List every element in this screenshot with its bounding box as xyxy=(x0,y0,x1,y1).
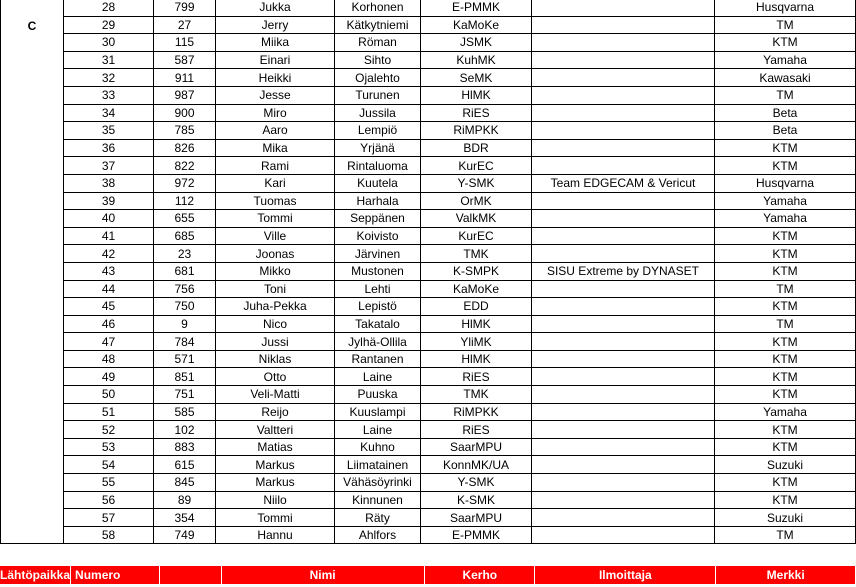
brand-cell: KTM xyxy=(715,386,856,404)
rider-number-cell: 102 xyxy=(154,421,216,439)
entrant-cell: Team EDGECAM & Vericut xyxy=(532,174,715,192)
brand-cell: KTM xyxy=(715,245,856,263)
rider-number-cell: 972 xyxy=(154,174,216,192)
first-name-cell: Toni xyxy=(216,280,335,298)
first-name-cell: Jussi xyxy=(216,333,335,351)
club-cell: KaMoKe xyxy=(421,280,532,298)
club-cell: TMK xyxy=(421,245,532,263)
table-row xyxy=(1,526,856,544)
first-name-cell: Juha-Pekka xyxy=(216,298,335,316)
last-name-cell: Röman xyxy=(335,34,421,52)
start-position-cell: 54 xyxy=(64,456,154,474)
last-name-cell: Jussila xyxy=(335,104,421,122)
brand-cell: KTM xyxy=(715,34,856,52)
first-name-cell: Niklas xyxy=(216,350,335,368)
header-entrant: Ilmoittaja xyxy=(535,566,716,584)
start-position-cell: 47 xyxy=(64,333,154,351)
entrant-cell xyxy=(532,139,715,157)
rider-number-cell: 112 xyxy=(154,192,216,210)
rider-number-cell: 615 xyxy=(154,456,216,474)
club-cell: BDR xyxy=(421,139,532,157)
table-row xyxy=(1,509,856,527)
last-name-cell: Takatalo xyxy=(335,315,421,333)
brand-cell: KTM xyxy=(715,262,856,280)
rider-number-cell: 851 xyxy=(154,368,216,386)
table-row xyxy=(1,403,856,421)
start-position-cell: 56 xyxy=(64,491,154,509)
rider-number-cell: 785 xyxy=(154,122,216,140)
last-name-cell: Järvinen xyxy=(335,245,421,263)
entrant-cell xyxy=(532,438,715,456)
club-cell: HlMK xyxy=(421,350,532,368)
table-row xyxy=(1,350,856,368)
rider-number-cell: 749 xyxy=(154,526,216,544)
header-row xyxy=(0,566,856,584)
start-position-cell: 33 xyxy=(64,86,154,104)
first-name-cell: Rami xyxy=(216,157,335,175)
start-position-cell: 49 xyxy=(64,368,154,386)
last-name-cell: Kuutela xyxy=(335,174,421,192)
entrant-cell xyxy=(532,0,715,16)
start-position-cell: 35 xyxy=(64,122,154,140)
club-cell: Y-SMK xyxy=(421,174,532,192)
brand-cell: KTM xyxy=(715,438,856,456)
rider-number-cell: 784 xyxy=(154,333,216,351)
first-name-cell: Mikko xyxy=(216,262,335,280)
table-row xyxy=(1,386,856,404)
start-position-cell: 50 xyxy=(64,386,154,404)
table-row xyxy=(1,69,856,87)
club-cell: HlMK xyxy=(421,315,532,333)
club-cell: SaarMPU xyxy=(421,509,532,527)
first-name-cell: Markus xyxy=(216,474,335,492)
table-row xyxy=(1,368,856,386)
rider-number-cell: 23 xyxy=(154,245,216,263)
club-cell: K-SMK xyxy=(421,491,532,509)
club-cell: JSMK xyxy=(421,34,532,52)
entrant-cell xyxy=(532,509,715,527)
entrant-cell xyxy=(532,16,715,34)
brand-cell: KTM xyxy=(715,491,856,509)
first-name-cell: Einari xyxy=(216,51,335,69)
last-name-cell: Liimatainen xyxy=(335,456,421,474)
rider-number-cell: 685 xyxy=(154,227,216,245)
first-name-cell: Hannu xyxy=(216,526,335,544)
first-name-cell: Reijo xyxy=(216,403,335,421)
table-row xyxy=(1,456,856,474)
table-row xyxy=(1,192,856,210)
entrant-cell xyxy=(532,315,715,333)
header-number: Numero xyxy=(71,566,160,584)
brand-cell: Beta xyxy=(715,122,856,140)
brand-cell: Yamaha xyxy=(715,403,856,421)
last-name-cell: Harhala xyxy=(335,192,421,210)
last-name-cell: Yrjänä xyxy=(335,139,421,157)
club-cell: EDD xyxy=(421,298,532,316)
rider-number-cell: 822 xyxy=(154,157,216,175)
rider-number-cell: 756 xyxy=(154,280,216,298)
table-row xyxy=(1,122,856,140)
entrant-cell xyxy=(532,333,715,351)
table-row xyxy=(1,491,856,509)
table-row xyxy=(1,157,856,175)
rider-number-cell: 27 xyxy=(154,16,216,34)
brand-cell: TM xyxy=(715,280,856,298)
table-row xyxy=(1,474,856,492)
brand-cell: KTM xyxy=(715,298,856,316)
club-cell: RiES xyxy=(421,368,532,386)
brand-cell: KTM xyxy=(715,333,856,351)
group-label: C xyxy=(1,0,64,544)
first-name-cell: Kari xyxy=(216,174,335,192)
first-name-cell: Tommi xyxy=(216,509,335,527)
start-position-cell: 38 xyxy=(64,174,154,192)
entrant-cell xyxy=(532,421,715,439)
start-position-cell: 40 xyxy=(64,210,154,228)
last-name-cell: Vähäsöyrinki xyxy=(335,474,421,492)
brand-cell: TM xyxy=(715,526,856,544)
entrant-cell xyxy=(532,350,715,368)
club-cell: KonnMK/UA xyxy=(421,456,532,474)
entrant-cell xyxy=(532,456,715,474)
brand-cell: KTM xyxy=(715,227,856,245)
table-row xyxy=(1,262,856,280)
start-position-cell: 42 xyxy=(64,245,154,263)
start-position-cell: 53 xyxy=(64,438,154,456)
last-name-cell: Puuska xyxy=(335,386,421,404)
club-cell: ValkMK xyxy=(421,210,532,228)
entrant-cell xyxy=(532,368,715,386)
brand-cell: KTM xyxy=(715,350,856,368)
club-cell: KaMoKe xyxy=(421,16,532,34)
rider-number-cell: 911 xyxy=(154,69,216,87)
last-name-cell: Kinnunen xyxy=(335,491,421,509)
first-name-cell: Jukka xyxy=(216,0,335,16)
entrant-cell xyxy=(532,86,715,104)
first-name-cell: Tuomas xyxy=(216,192,335,210)
last-name-cell: Jylhä-Ollila xyxy=(335,333,421,351)
first-name-cell: Heikki xyxy=(216,69,335,87)
entrant-cell xyxy=(532,245,715,263)
entrant-cell xyxy=(532,474,715,492)
start-position-cell: 36 xyxy=(64,139,154,157)
first-name-cell: Niilo xyxy=(216,491,335,509)
first-name-cell: Miro xyxy=(216,104,335,122)
rider-number-cell: 883 xyxy=(154,438,216,456)
header-name: Nimi xyxy=(221,566,425,584)
first-name-cell: Valtteri xyxy=(216,421,335,439)
table-row xyxy=(1,104,856,122)
club-cell: SeMK xyxy=(421,69,532,87)
table-row xyxy=(1,245,856,263)
brand-cell: Suzuki xyxy=(715,509,856,527)
header-start-pos: Lähtöpaikka xyxy=(0,568,71,582)
start-position-cell: 29 xyxy=(64,16,154,34)
last-name-cell: Kuuslampi xyxy=(335,403,421,421)
rider-number-cell: 585 xyxy=(154,403,216,421)
entrant-cell xyxy=(532,104,715,122)
club-cell: SaarMPU xyxy=(421,438,532,456)
start-position-cell: 44 xyxy=(64,280,154,298)
first-name-cell: Mika xyxy=(216,139,335,157)
entrant-cell xyxy=(532,526,715,544)
first-name-cell: Nico xyxy=(216,315,335,333)
entrant-cell xyxy=(532,386,715,404)
start-position-cell: 57 xyxy=(64,509,154,527)
first-name-cell: Matias xyxy=(216,438,335,456)
last-name-cell: Mustonen xyxy=(335,262,421,280)
table-row xyxy=(1,174,856,192)
entrant-cell xyxy=(532,298,715,316)
last-name-cell: Lempiö xyxy=(335,122,421,140)
start-position-cell: 48 xyxy=(64,350,154,368)
start-position-cell: 39 xyxy=(64,192,154,210)
rider-number-cell: 826 xyxy=(154,139,216,157)
table-row xyxy=(1,333,856,351)
brand-cell: KTM xyxy=(715,474,856,492)
first-name-cell: Miika xyxy=(216,34,335,52)
start-position-cell: 32 xyxy=(64,69,154,87)
entrant-cell xyxy=(532,122,715,140)
start-position-cell: 41 xyxy=(64,227,154,245)
first-name-cell: Ville xyxy=(216,227,335,245)
first-name-cell: Aaro xyxy=(216,122,335,140)
last-name-cell: Rantanen xyxy=(335,350,421,368)
last-name-cell: Laine xyxy=(335,368,421,386)
rider-number-cell: 587 xyxy=(154,51,216,69)
first-name-cell: Tommi xyxy=(216,210,335,228)
start-position-cell: 46 xyxy=(64,315,154,333)
entrant-cell xyxy=(532,227,715,245)
rider-number-cell: 89 xyxy=(154,491,216,509)
rider-number-cell: 655 xyxy=(154,210,216,228)
rider-number-cell: 681 xyxy=(154,262,216,280)
brand-cell: Husqvarna xyxy=(715,174,856,192)
start-position-cell: 55 xyxy=(64,474,154,492)
entrant-cell xyxy=(532,34,715,52)
table-row xyxy=(1,51,856,69)
rider-number-cell: 751 xyxy=(154,386,216,404)
start-position-cell: 30 xyxy=(64,34,154,52)
table-row xyxy=(1,210,856,228)
club-cell: K-SMPK xyxy=(421,262,532,280)
table-row xyxy=(1,0,856,16)
entrant-cell xyxy=(532,69,715,87)
entrant-cell xyxy=(532,210,715,228)
brand-cell: Kawasaki xyxy=(715,69,856,87)
last-name-cell: Kätkytniemi xyxy=(335,16,421,34)
brand-cell: Yamaha xyxy=(715,210,856,228)
start-position-cell: 43 xyxy=(64,262,154,280)
last-name-cell: Laine xyxy=(335,421,421,439)
first-name-cell: Veli-Matti xyxy=(216,386,335,404)
rider-number-cell: 354 xyxy=(154,509,216,527)
brand-cell: Suzuki xyxy=(715,456,856,474)
header-spacer xyxy=(160,566,221,584)
brand-cell: KTM xyxy=(715,421,856,439)
brand-cell: TM xyxy=(715,16,856,34)
start-position-cell: 45 xyxy=(64,298,154,316)
rider-number-cell: 750 xyxy=(154,298,216,316)
entrant-cell xyxy=(532,157,715,175)
last-name-cell: Rintaluoma xyxy=(335,157,421,175)
start-position-cell: 34 xyxy=(64,104,154,122)
first-name-cell: Markus xyxy=(216,456,335,474)
brand-cell: Beta xyxy=(715,104,856,122)
brand-cell: TM xyxy=(715,86,856,104)
rider-number-cell: 987 xyxy=(154,86,216,104)
last-name-cell: Räty xyxy=(335,509,421,527)
table-row xyxy=(1,315,856,333)
start-position-cell: 37 xyxy=(64,157,154,175)
last-name-cell: Lehti xyxy=(335,280,421,298)
club-cell: Y-SMK xyxy=(421,474,532,492)
club-cell: KurEC xyxy=(421,157,532,175)
last-name-cell: Kuhno xyxy=(335,438,421,456)
start-position-cell: 51 xyxy=(64,403,154,421)
table-row xyxy=(1,139,856,157)
brand-cell: KTM xyxy=(715,368,856,386)
first-name-cell: Otto xyxy=(216,368,335,386)
club-cell: RiMPKK xyxy=(421,403,532,421)
table-row xyxy=(1,421,856,439)
start-position-cell: 58 xyxy=(64,526,154,544)
last-name-cell: Ahlfors xyxy=(335,526,421,544)
club-cell: KurEC xyxy=(421,227,532,245)
last-name-cell: Turunen xyxy=(335,86,421,104)
start-position-cell: 31 xyxy=(64,51,154,69)
last-name-cell: Seppänen xyxy=(335,210,421,228)
rider-number-cell: 571 xyxy=(154,350,216,368)
club-cell: YliMK xyxy=(421,333,532,351)
entrant-cell xyxy=(532,280,715,298)
rider-number-cell: 115 xyxy=(154,34,216,52)
entrant-cell xyxy=(532,192,715,210)
table-row xyxy=(1,86,856,104)
rider-number-cell: 845 xyxy=(154,474,216,492)
entrant-cell: SISU Extreme by DYNASET xyxy=(532,262,715,280)
last-name-cell: Ojalehto xyxy=(335,69,421,87)
table-row xyxy=(1,280,856,298)
table-row xyxy=(1,16,856,34)
club-cell: RiES xyxy=(421,421,532,439)
rider-number-cell: 799 xyxy=(154,0,216,16)
first-name-cell: Joonas xyxy=(216,245,335,263)
first-name-cell: Jerry xyxy=(216,16,335,34)
entrant-cell xyxy=(532,51,715,69)
club-cell: E-PMMK xyxy=(421,0,532,16)
brand-cell: Yamaha xyxy=(715,51,856,69)
club-cell: OrMK xyxy=(421,192,532,210)
brand-cell: Yamaha xyxy=(715,192,856,210)
header-brand: Merkki xyxy=(716,566,856,584)
start-position-cell: 52 xyxy=(64,421,154,439)
header-club: Kerho xyxy=(425,566,535,584)
brand-cell: KTM xyxy=(715,157,856,175)
last-name-cell: Koivisto xyxy=(335,227,421,245)
club-cell: RiES xyxy=(421,104,532,122)
club-cell: E-PMMK xyxy=(421,526,532,544)
club-cell: RiMPKK xyxy=(421,122,532,140)
table-row xyxy=(1,298,856,316)
brand-cell: TM xyxy=(715,315,856,333)
club-cell: KuhMK xyxy=(421,51,532,69)
rider-number-cell: 900 xyxy=(154,104,216,122)
club-cell: HlMK xyxy=(421,86,532,104)
last-name-cell: Korhonen xyxy=(335,0,421,16)
table-row xyxy=(1,34,856,52)
club-cell: TMK xyxy=(421,386,532,404)
last-name-cell: Sihto xyxy=(335,51,421,69)
entrant-cell xyxy=(532,403,715,421)
first-name-cell: Jesse xyxy=(216,86,335,104)
table-row xyxy=(1,438,856,456)
start-position-cell: 28 xyxy=(64,0,154,16)
rider-number-cell: 9 xyxy=(154,315,216,333)
brand-cell: Husqvarna xyxy=(715,0,856,16)
table-row xyxy=(1,227,856,245)
brand-cell: KTM xyxy=(715,139,856,157)
last-name-cell: Lepistö xyxy=(335,298,421,316)
entrant-cell xyxy=(532,491,715,509)
